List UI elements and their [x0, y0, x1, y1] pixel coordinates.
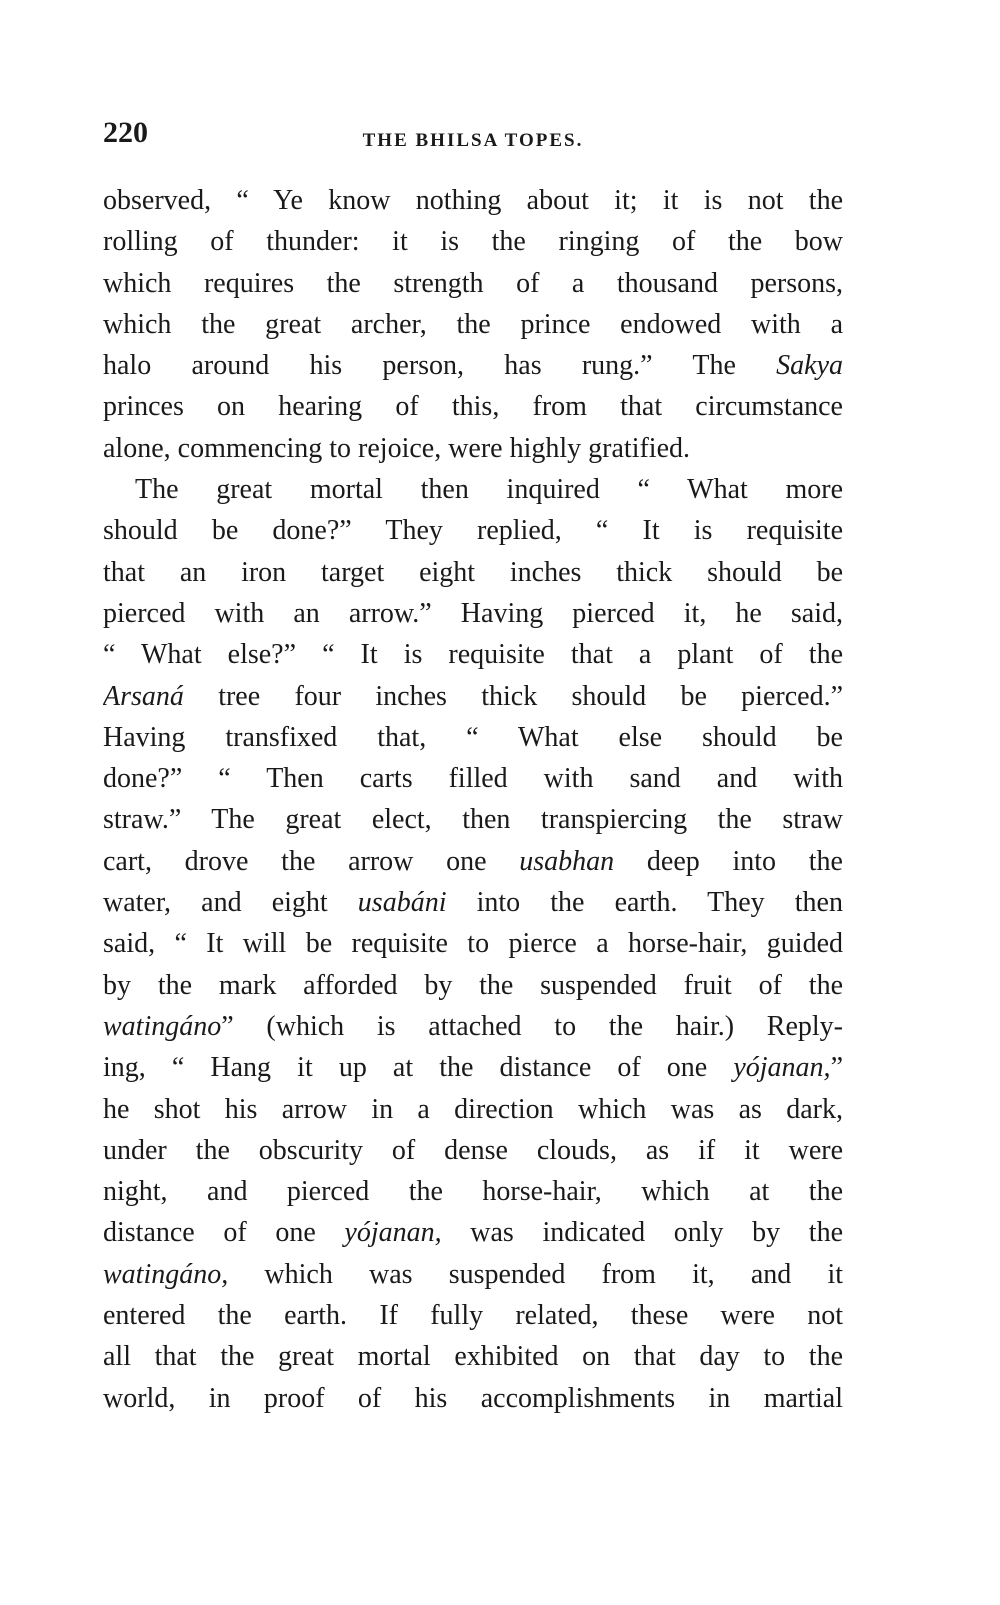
- text-line: [103, 1336, 843, 1377]
- text-line: [103, 923, 843, 964]
- text-segment: all that the great mortal exhibited on that day to the: [103, 1341, 843, 1373]
- text-segment: done?” “ Then carts filled with sand and with: [103, 763, 843, 795]
- text-segment: night, and pierced the horse-hair, which at the: [103, 1176, 843, 1208]
- text-segment: deep into the: [614, 845, 843, 877]
- text-segment: observed, “ Ye know nothing about it; it is not the: [103, 185, 843, 216]
- text-segment: that an iron target eight inches thick should be: [103, 556, 843, 588]
- text-segment: ing, “ Hang it up at the distance of one: [103, 1052, 734, 1084]
- text-segment: entered the earth. If fully related, these were not: [103, 1300, 843, 1332]
- text-line: [103, 1378, 843, 1419]
- page-header: [103, 116, 843, 156]
- text-line: [103, 965, 843, 1006]
- text-segment: into the earth. They then: [446, 887, 843, 919]
- italic-term: usabáni: [357, 887, 447, 919]
- text-segment: cart, drove the arrow one: [103, 845, 520, 877]
- running-head: THE BHILSA TOPES.: [362, 130, 584, 151]
- text-segment: world, in proof of his accomplishments in martial: [103, 1382, 843, 1414]
- text-line: [103, 676, 843, 717]
- text-line: [103, 345, 843, 386]
- text-segment: halo around his person, has rung.” The: [103, 350, 777, 382]
- text-segment: pierced with an arrow.” Having pierced it, he said,: [103, 597, 843, 629]
- text-line: [103, 1212, 843, 1253]
- text-line: [103, 758, 843, 799]
- text-line: [103, 1130, 843, 1171]
- text-line: [103, 1254, 843, 1295]
- text-line: [103, 428, 843, 469]
- text-line: [103, 263, 843, 304]
- text-line: [103, 882, 843, 923]
- text-line: [103, 1295, 843, 1336]
- text-segment: was indicated only by the: [441, 1217, 843, 1249]
- italic-term: watingáno,: [103, 1258, 229, 1290]
- page-number: 220: [103, 116, 148, 149]
- text-line: [103, 221, 843, 262]
- italic-term: Arsaná: [103, 680, 184, 712]
- text-segment: ”: [830, 1052, 843, 1084]
- text-line: [103, 1047, 843, 1088]
- text-segment: water, and eight: [103, 887, 358, 919]
- text-line: [103, 552, 843, 593]
- text-segment: tree four inches thick should be pierced.”: [183, 680, 843, 712]
- italic-term: yójanan,: [733, 1052, 831, 1084]
- text-line: [103, 386, 843, 427]
- text-line: [103, 304, 843, 345]
- body-text: [103, 180, 843, 1419]
- text-segment: under the obscurity of dense clouds, as if it were: [103, 1134, 843, 1166]
- text-line: [103, 717, 843, 758]
- text-line: [103, 593, 843, 634]
- text-line: [103, 799, 843, 840]
- text-segment: The great mortal then inquired “ What more: [135, 474, 843, 506]
- text-segment: ” (which is attached to the hair.) Reply-: [221, 1010, 843, 1042]
- italic-term: watingáno: [103, 1010, 222, 1042]
- text-line: [103, 1089, 843, 1130]
- text-segment: straw.” The great elect, then transpiercing the straw: [103, 804, 843, 836]
- text-segment: distance of one: [103, 1217, 345, 1249]
- italic-term: usabhan: [519, 845, 615, 877]
- text-segment: alone, commencing to rejoice, were highly gratified.: [103, 432, 691, 464]
- text-segment: which requires the strength of a thousand persons,: [103, 267, 843, 299]
- text-segment: which was suspended from it, and it: [228, 1258, 843, 1290]
- italic-term: yójanan,: [344, 1217, 442, 1249]
- text-segment: princes on hearing of this, from that circumstance: [103, 391, 843, 423]
- text-segment: Having transfixed that, “ What else should be: [103, 721, 843, 753]
- text-segment: he shot his arrow in a direction which was as dark,: [103, 1093, 843, 1125]
- text-segment: said, “ It will be requisite to pierce a horse-hair, guided: [103, 928, 843, 960]
- text-segment: rolling of thunder: it is the ringing of the bow: [103, 226, 843, 258]
- text-line: [103, 510, 843, 551]
- text-segment: should be done?” They replied, “ It is requisite: [103, 515, 843, 547]
- text-line: [103, 841, 843, 882]
- text-line: [103, 1171, 843, 1212]
- text-segment: by the mark afforded by the suspended fruit of the: [103, 969, 843, 1001]
- text-line: [103, 180, 843, 221]
- text-line: [103, 634, 843, 675]
- text-line: [103, 469, 843, 510]
- text-segment: which the great archer, the prince endowed with a: [103, 308, 843, 340]
- italic-term: Sakya: [776, 350, 843, 382]
- text-segment: “ What else?” “ It is requisite that a plant of the: [103, 639, 843, 671]
- text-line: [103, 1006, 843, 1047]
